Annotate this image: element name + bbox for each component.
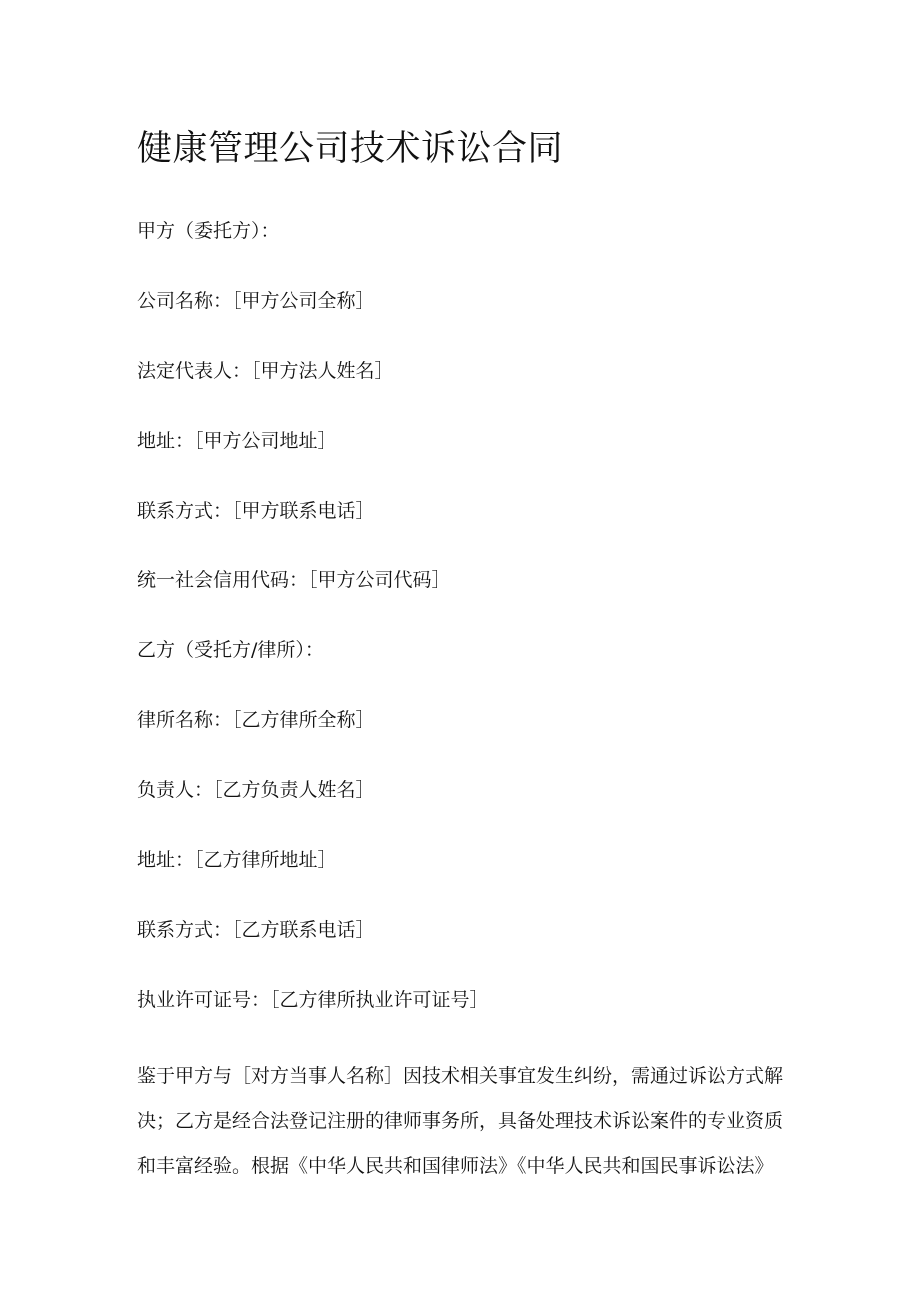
party-b-firm-name: 律所名称：［乙方律所全称］	[137, 709, 375, 731]
preamble-line: 鉴于甲方与［对方当事人名称］因技术相关事宜发生纠纷，需通过诉讼方式解	[137, 1065, 784, 1087]
preamble-line: 和丰富经验。根据《中华人民共和国律师法》《中华人民共和国民事诉讼法》	[137, 1155, 774, 1177]
preamble-paragraph	[137, 1054, 784, 1189]
party-b-address: 地址：［乙方律所地址］	[137, 849, 337, 871]
party-b-principal: 负责人：［乙方负责人姓名］	[137, 779, 375, 801]
party-a-contact: 联系方式：［甲方联系电话］	[137, 500, 375, 522]
preamble-line: 决；乙方是经合法登记注册的律师事务所，具备处理技术诉讼案件的专业资质	[137, 1110, 784, 1132]
party-a-address: 地址：［甲方公司地址］	[137, 430, 337, 452]
party-a-company-name: 公司名称：［甲方公司全称］	[137, 290, 375, 312]
party-b-contact: 联系方式：［乙方联系电话］	[137, 919, 375, 941]
party-a-heading: 甲方（委托方）：	[137, 220, 280, 242]
party-a-legal-rep: 法定代表人：［甲方法人姓名］	[137, 360, 394, 382]
party-a-credit-code: 统一社会信用代码：［甲方公司代码］	[137, 569, 451, 591]
document-title: 健康管理公司技术诉讼合同	[137, 129, 564, 169]
party-b-heading: 乙方（受托方/律所）：	[137, 639, 324, 661]
party-b-license: 执业许可证号：［乙方律所执业许可证号］	[137, 989, 489, 1011]
